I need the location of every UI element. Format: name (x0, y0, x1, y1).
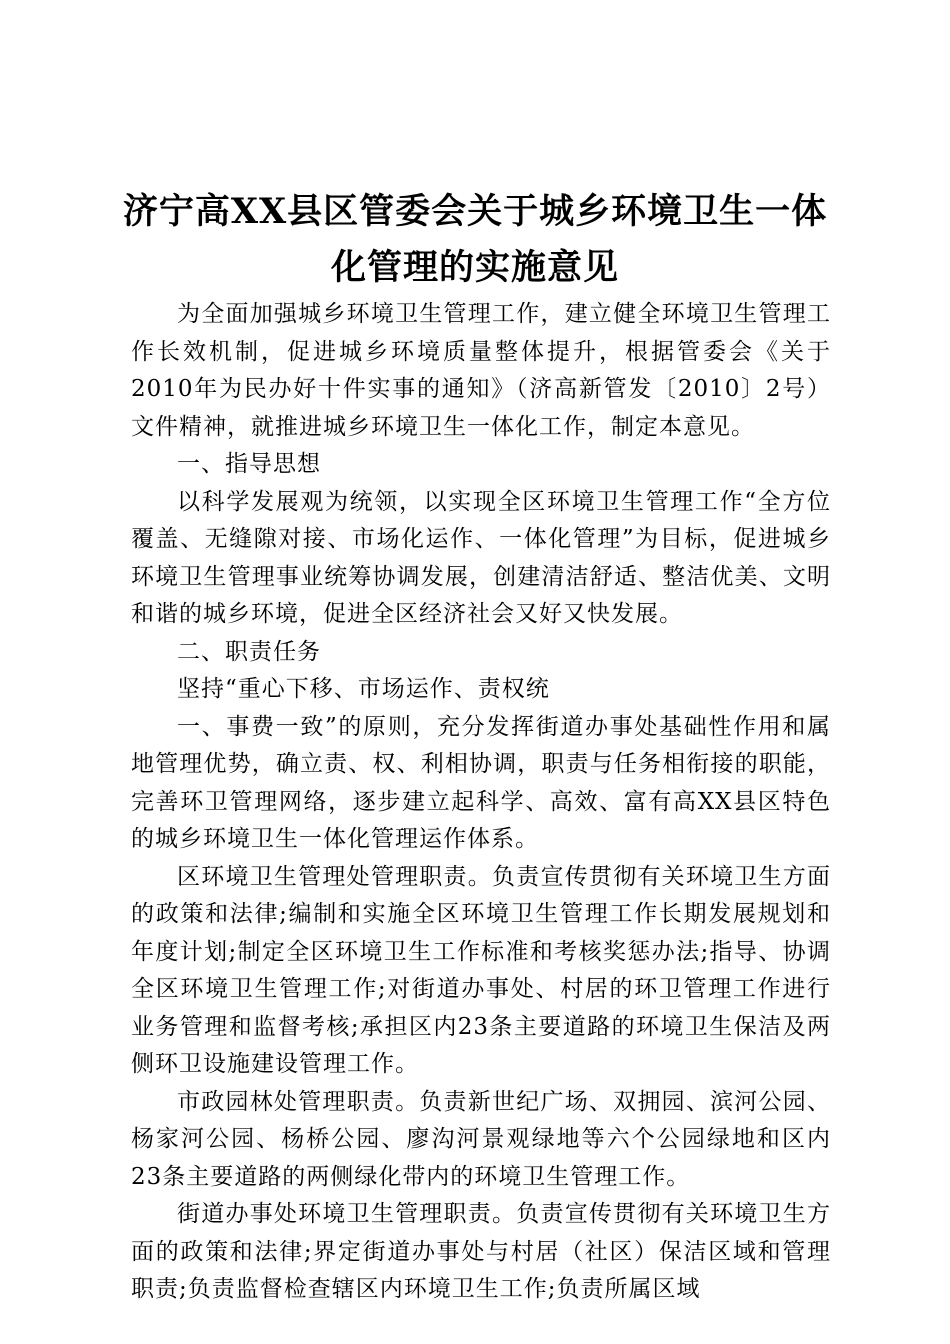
document-title-line-1: 济宁高XX县区管委会关于城乡环境卫生一体 (122, 191, 828, 232)
document-body (131, 296, 831, 1309)
principle-line: 坚持“重心下移、市场运作、责权统 (177, 676, 550, 702)
section-heading-duties: 二、职责任务 (177, 638, 321, 665)
intro-paragraph: 为全面加强城乡环境卫生管理工作，建立健全环境卫生管理工作长效机制，促进城乡环境质量整体提升，根据管委会《关于2010年为民办好十件实事的通知》（济高新管发〔2010〕2号）文件精神，就推进城乡环境卫生一体化工作，制定本意见。 (131, 301, 831, 440)
sanitation-office-duties-paragraph: 区环境卫生管理处管理职责。负责宣传贯彻有关环境卫生方面的政策和法律;编制和实施全区环境卫生管理工作长期发展规划和年度计划;制定全区环境卫生工作标准和考核奖惩办法;指导、协调全区环境卫生管理工作;对街道办事处、村居的环卫管理工作进行业务管理和监督考核;承担区内23条主要道路的环境卫生保洁及两侧环卫设施建设管理工作。 (131, 863, 831, 1077)
gardens-office-duties-paragraph: 市政园林处管理职责。负责新世纪广场、双拥园、滨河公园、杨家河公园、杨桥公园、廖沟河景观绿地等六个公园绿地和区内23条主要道路的两侧绿化带内的环境卫生管理工作。 (131, 1088, 831, 1190)
street-office-duties-paragraph: 街道办事处环境卫生管理职责。负责宣传贯彻有关环境卫生方面的政策和法律;界定街道办事处与村居（社区）保洁区域和管理职责;负责监督检查辖区内环境卫生工作;负责所属区域 (131, 1201, 831, 1302)
document-title-line-2: 化管理的实施意见 (330, 247, 619, 288)
section-heading-guiding-ideology: 一、指导思想 (177, 451, 321, 477)
guiding-ideology-paragraph: 以科学发展观为统领，以实现全区环境卫生管理工作“全方位覆盖、无缝隙对接、市场化运作、一体化管理”为目标，促进城乡环境卫生管理事业统筹协调发展，创建清洁舒适、整洁优美、文明和谐的城乡环境，促进全区经济社会又好又快发展。 (131, 488, 831, 627)
principle-paragraph: 一、事费一致”的原则，充分发挥街道办事处基础性作用和属地管理优势，确立责、权、利相协调，职责与任务相衔接的职能，完善环卫管理网络，逐步建立起科学、高效、富有高XX县区特色的城乡环境卫生一体化管理运作体系。 (131, 713, 831, 852)
